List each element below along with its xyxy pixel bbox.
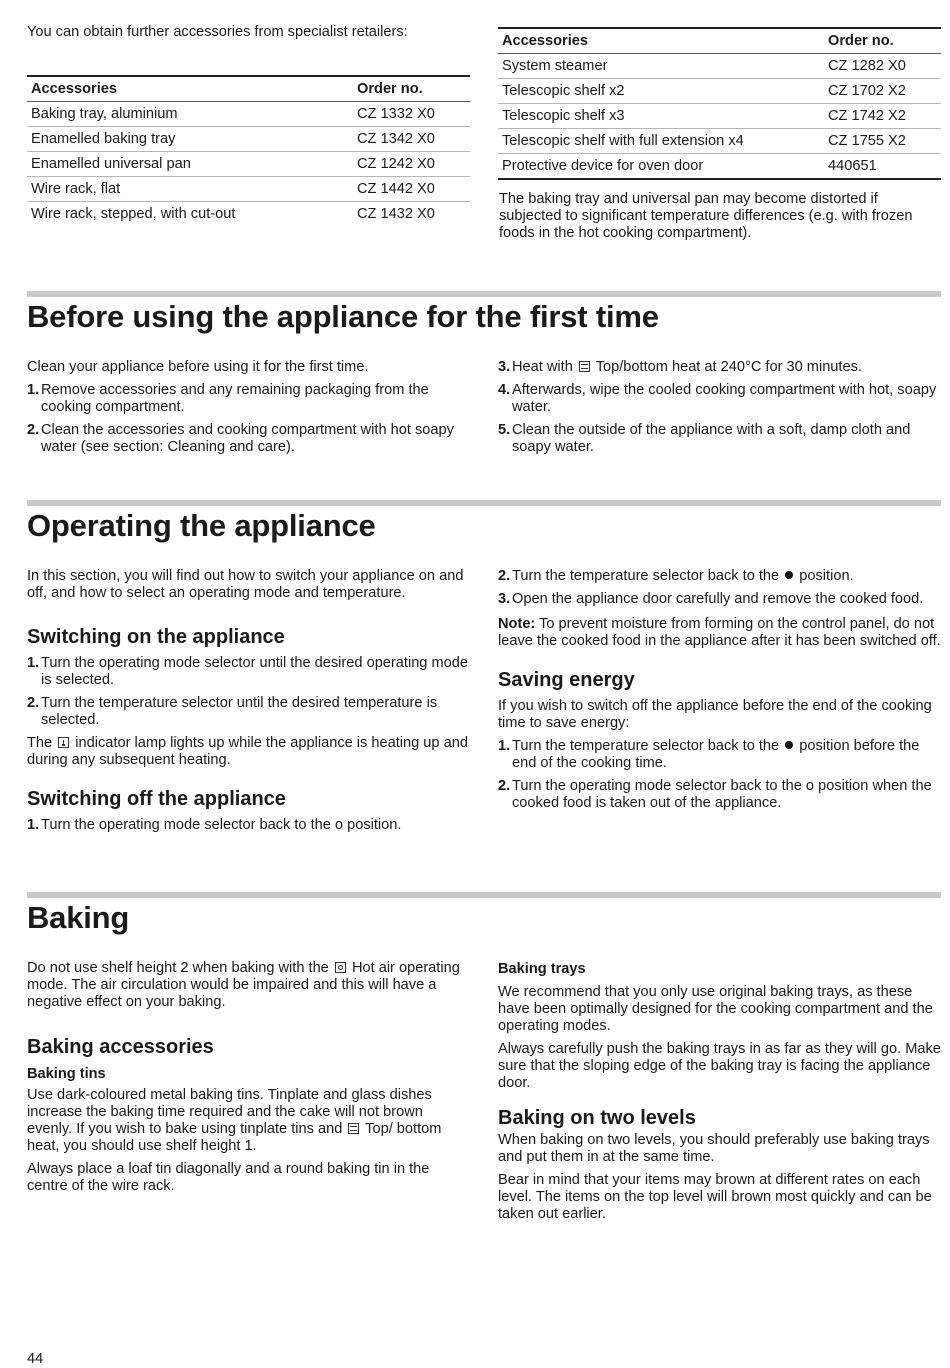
step-text: Turn the operating mode selector until the desired operating mode is selected. — [41, 655, 468, 688]
table-cell: Telescopic shelf x2 — [498, 79, 824, 104]
step-text: Turn the temperature selector back to the — [512, 568, 780, 584]
step-text: Top/bottom heat at 240°C for 30 minutes. — [595, 359, 862, 375]
list-item — [498, 422, 941, 456]
lamp-text: indicator lamp lights up while the appliance is heating up and during any subsequent heating. — [27, 735, 468, 768]
step-text: Clean the outside of the appliance with a soft, damp cloth and soapy water. — [512, 422, 911, 455]
step-text: Turn the temperature selector back to the — [512, 738, 780, 754]
table-row — [498, 54, 941, 79]
section-title-first-time: Before using the appliance for the first time — [27, 299, 659, 334]
table-cell: CZ 1755 X2 — [824, 129, 941, 154]
list-item — [27, 655, 472, 689]
section-divider — [27, 291, 941, 297]
table-cell: Protective device for oven door — [498, 154, 824, 180]
two-levels-paragraph: Bear in mind that your items may brown at different rates on each level. The items on the top level will brown most quickly and can be taken out earlier. — [498, 1172, 932, 1222]
switching-on-heading: Switching on the appliance — [27, 626, 285, 648]
first-time-left-column — [27, 359, 470, 456]
accessories-table-left — [27, 75, 470, 226]
table-cell: CZ 1332 X0 — [353, 102, 470, 127]
column-header: Accessories — [498, 28, 824, 54]
step-text: position. — [799, 568, 854, 584]
off-position-icon — [785, 741, 793, 749]
step-number: 3. — [498, 359, 511, 375]
operating-left-column — [27, 568, 472, 834]
step-number: 5. — [498, 422, 511, 438]
heating-lamp-icon — [58, 737, 69, 748]
list-item — [498, 382, 941, 416]
column-header: Accessories — [27, 76, 353, 102]
section-divider — [27, 892, 941, 898]
saving-energy-heading: Saving energy — [498, 669, 635, 691]
step-text: Remove accessories and any remaining packaging from the cooking compartment. — [41, 382, 429, 415]
table-row — [27, 127, 470, 152]
list-item — [27, 817, 472, 834]
table-cell: Telescopic shelf x3 — [498, 104, 824, 129]
top-bottom-heat-icon — [579, 361, 590, 372]
list-item — [498, 568, 941, 585]
off-position-icon — [785, 571, 793, 579]
intro-text: You can obtain further accessories from specialist retailers: — [27, 24, 408, 40]
table-cell: System steamer — [498, 54, 824, 79]
top-bottom-heat-icon — [348, 1123, 359, 1134]
step-text: Turn the operating mode selector back to the o position. — [41, 817, 402, 833]
first-time-right-column — [498, 359, 941, 456]
table-cell: Wire rack, flat — [27, 177, 353, 202]
list-item — [27, 382, 470, 416]
page-number: 44 — [27, 1351, 44, 1367]
list-item — [498, 359, 941, 376]
accessories-table-right — [498, 27, 941, 180]
table-cell: Enamelled universal pan — [27, 152, 353, 177]
table-row — [27, 102, 470, 127]
switching-off-heading: Switching off the appliance — [27, 788, 286, 810]
distortion-note: The baking tray and universal pan may become distorted if subjected to significant temperature differences (e.g. with frozen foods in the hot cooking compartment). — [499, 191, 913, 241]
table-cell: Enamelled baking tray — [27, 127, 353, 152]
section-title-operating: Operating the appliance — [27, 508, 376, 543]
baking-left-column — [27, 960, 470, 1195]
list-item — [498, 738, 941, 772]
step-text: Turn the operating mode selector back to the o position when the cooked food is taken out of the appliance. — [512, 778, 932, 811]
table-cell: Wire rack, stepped, with cut-out — [31, 205, 236, 222]
table-cell: CZ 1242 X0 — [353, 152, 470, 177]
table-cell: CZ 1282 X0 — [824, 54, 941, 79]
baking-tins-text: Use dark-coloured metal baking tins. Tinplate and glass dishes increase the baking time required and the cake will not brown evenly. If you wish to bake using tinplate tins and — [27, 1087, 432, 1137]
list-item — [498, 778, 941, 812]
step-text: Open the appliance door carefully and remove the cooked food. — [512, 591, 924, 607]
step-text: position before the end of the cooking time. — [512, 738, 920, 771]
table-cell: CZ 1702 X2 — [824, 79, 941, 104]
table-row — [27, 177, 470, 202]
baking-intro — [27, 960, 470, 1011]
column-header: Order no. — [824, 28, 941, 54]
baking-tins-text: Top/ bottom heat, you should use shelf height 1. — [27, 1121, 442, 1154]
table-row — [498, 129, 941, 154]
step-text: Heat with — [512, 359, 573, 375]
table-cell: 440651 — [824, 154, 941, 180]
baking-intro-text: Do not use shelf height 2 when baking with the — [27, 960, 329, 976]
step-number: 1. — [27, 382, 40, 398]
step-number: 2. — [498, 778, 511, 794]
note-paragraph — [498, 616, 941, 650]
list-item — [498, 591, 941, 608]
table-cell: CZ 1432 X0 — [357, 205, 435, 222]
step-number: 2. — [27, 422, 40, 438]
step-number: 3. — [498, 591, 511, 607]
operating-intro: In this section, you will find out how to switch your appliance on and off, and how to select an operating mode and temperature. — [27, 568, 464, 601]
column-header: Order no. — [353, 76, 470, 102]
baking-trays-heading: Baking trays — [498, 961, 586, 977]
operating-right-column — [498, 568, 941, 812]
section-title-baking: Baking — [27, 900, 130, 935]
list-item — [27, 695, 472, 729]
baking-intro-text: Hot air operating mode. The air circulation would be impaired and this will have a negative effect on your baking. — [27, 960, 460, 1010]
table-cell: CZ 1342 X0 — [353, 127, 470, 152]
step-number: 2. — [27, 695, 40, 711]
lamp-text: The — [27, 735, 53, 751]
note-text: To prevent moisture from forming on the control panel, do not leave the cooked food in the appliance after it has been switched off. — [498, 616, 941, 649]
table-cell: CZ 1742 X2 — [824, 104, 941, 129]
baking-trays-paragraph: We recommend that you only use original baking trays, as these have been optimally designed for the cooking compartment and the operating modes. — [498, 984, 933, 1034]
baking-tins-heading: Baking tins — [27, 1066, 106, 1082]
two-levels-paragraph: When baking on two levels, you should preferably use baking trays and put them in at the same time. — [498, 1132, 930, 1165]
table-cell: Telescopic shelf with full extension x4 — [498, 129, 824, 154]
table-cell: Baking tray, aluminium — [27, 102, 353, 127]
first-time-intro: Clean your appliance before using it for the first time. — [27, 359, 369, 375]
step-text: Afterwards, wipe the cooled cooking compartment with hot, soapy water. — [512, 382, 937, 415]
baking-tins-paragraph: Always place a loaf tin diagonally and a round baking tin in the centre of the wire rack. — [27, 1161, 430, 1194]
step-number: 4. — [498, 382, 511, 398]
baking-right-column — [498, 960, 941, 1223]
hot-air-icon — [335, 962, 346, 973]
table-row — [498, 104, 941, 129]
table-row — [498, 79, 941, 104]
step-number: 1. — [27, 655, 40, 671]
step-number: 1. — [27, 817, 40, 833]
step-number: 2. — [498, 568, 511, 584]
step-text: Clean the accessories and cooking compartment with hot soapy water (see section: Cleaning and care). — [41, 422, 454, 455]
step-text: Turn the temperature selector until the desired temperature is selected. — [41, 695, 438, 728]
list-item — [27, 422, 470, 456]
step-number: 1. — [498, 738, 511, 754]
baking-accessories-heading: Baking accessories — [27, 1036, 214, 1058]
table-row — [498, 154, 941, 180]
table-cell: CZ 1442 X0 — [353, 177, 470, 202]
baking-tins-paragraph — [27, 1087, 470, 1155]
note-label: Note: — [498, 616, 536, 632]
saving-intro: If you wish to switch off the appliance before the end of the cooking time to save energy: — [498, 698, 932, 731]
baking-trays-paragraph: Always carefully push the baking trays in as far as they will go. Make sure that the sloping edge of the baking tray is facing the appliance door. — [498, 1041, 941, 1091]
table-row — [27, 202, 470, 227]
lamp-paragraph — [27, 735, 472, 769]
table-row — [27, 152, 470, 177]
section-divider — [27, 500, 941, 506]
two-levels-heading: Baking on two levels — [498, 1107, 696, 1129]
